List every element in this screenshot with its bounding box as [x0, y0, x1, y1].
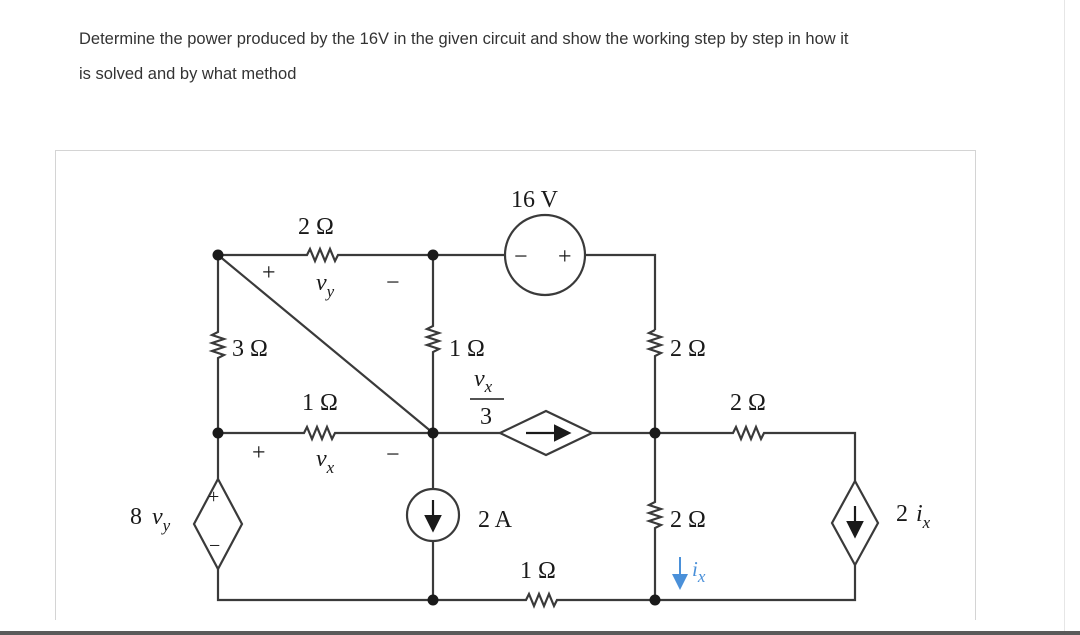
label-r-right-mid: 2 Ω — [730, 390, 766, 416]
right-top-resistor-wire — [649, 330, 661, 433]
vx-minus: − — [386, 442, 400, 468]
node-mid-left — [213, 428, 224, 439]
dep-center-numerator: $v_x$ — [474, 366, 493, 396]
dep-current-right-coef: 2 — [896, 501, 908, 527]
node-mid-center — [428, 428, 439, 439]
vs-minus: − — [514, 244, 528, 270]
top-left-wire — [218, 249, 433, 261]
left-resistor-wire — [212, 255, 224, 433]
vy-plus: + — [262, 260, 276, 286]
dep-center-denominator: 3 — [480, 404, 492, 430]
question-line-1: Determine the power produced by the 16V in the given circuit and show the working step by step in how it — [79, 30, 849, 48]
middle-right-wire — [592, 427, 855, 481]
label-r-bottom: 1 Ω — [520, 558, 556, 584]
bottom-wire — [433, 565, 855, 606]
node-mid-right — [650, 428, 661, 439]
question-line-2: is solved and by what method — [79, 65, 297, 83]
node-top-left — [213, 250, 224, 261]
label-r-center: 1 Ω — [449, 336, 485, 362]
right-lower-resistor-wire — [649, 433, 661, 600]
vx-var: $v_x$ — [316, 446, 335, 477]
node-top-center — [428, 250, 439, 261]
vy-var: $v_y$ — [316, 270, 335, 301]
dep-current-right-var: $i_x$ — [916, 501, 931, 532]
label-r-right-low: 2 Ω — [670, 507, 706, 533]
label-r-top-left: 2 Ω — [298, 214, 334, 240]
dep-voltage-coef: 8 — [130, 504, 142, 530]
ix-label: $i_x$ — [692, 557, 706, 586]
vs-plus: + — [558, 244, 572, 270]
label-r-right-top: 2 Ω — [670, 336, 706, 362]
label-r-left: 3 Ω — [232, 336, 268, 362]
vy-minus: − — [386, 270, 400, 296]
dep-voltage-minus: − — [209, 535, 221, 557]
label-voltage-source: 16 V — [511, 187, 558, 213]
node-bottom-right — [650, 595, 661, 606]
middle-left-wire — [218, 427, 500, 439]
dep-voltage-plus: + — [208, 486, 220, 508]
vx-plus: + — [252, 440, 266, 466]
node-bottom-center — [428, 595, 439, 606]
center-resistor-wire — [427, 255, 439, 433]
label-current-source: 2 A — [478, 507, 513, 533]
dep-voltage-var: $v_y$ — [152, 504, 171, 535]
label-r-mid-left: 1 Ω — [302, 390, 338, 416]
